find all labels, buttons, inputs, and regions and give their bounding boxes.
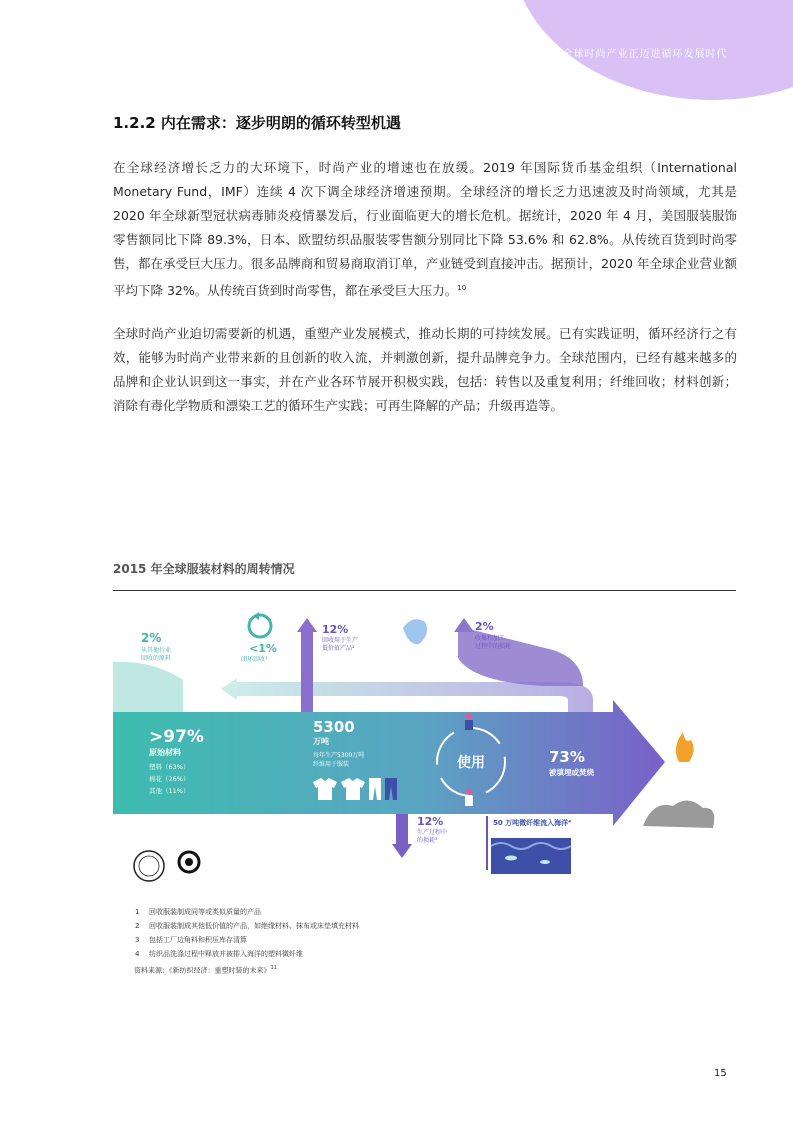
footnote-1-num: 1 [135,908,140,916]
virgin-breakdown-plastic: 塑料（63%） [149,763,190,771]
footnote-4-num: 4 [135,950,140,958]
recycle-loop-band [233,682,593,712]
material-flow-figure [113,600,736,904]
production-label-1: 每年生产5300万吨 [313,752,365,759]
footnote-3 [135,933,359,947]
page-number: 15 [714,1068,727,1079]
closed-loop-icon-arrow [253,612,259,620]
low-value-pct: 12% [322,623,349,636]
low-value-arrow-body [301,630,313,712]
footnote-2 [135,919,359,933]
person-icon-top-head [466,713,472,719]
footnote-4 [135,947,359,961]
other-industry-stream [113,662,183,712]
production-loss-arrow-head [392,844,412,858]
microfiber-label: 50 万吨微纤维流入海洋⁴ [493,819,572,827]
closed-loop-icon [249,615,271,637]
production-label-2: 纤维用于服装 [313,761,350,768]
collection-loss-label-2: 过程中的损耗 [475,643,512,650]
collection-loss-label-1: 收集和加工 [475,635,506,642]
footnote-3-num: 3 [135,936,140,944]
production-unit: 万吨 [313,737,329,746]
virgin-breakdown-other: 其他（11%） [149,787,190,795]
person-icon-top-body [465,720,473,730]
production-loss-arrow-body [396,814,408,844]
footnote-3-text: 包括工厂边角料和积压库存清算 [149,936,247,944]
footnote-1-text: 回收服装制成同等或类似质量的产品 [149,908,261,916]
footnote-2-text: 回收服装制成其他低价值的产品，如绝缘材料、抹布或床垫填充材料 [149,922,359,930]
fish-icon-1 [505,856,517,861]
trash-heap-icon [643,800,714,828]
low-value-arrow-head [297,618,317,632]
closed-loop-pct: <1% [249,642,277,655]
circular-fibres-logo-inner [139,856,159,876]
reference-10: 10 [457,284,467,292]
low-value-label-2: 低价值产品² [322,645,355,652]
fire-icon [676,732,694,762]
circular-fibres-logo [134,851,164,881]
virgin-label: 原始材料 [149,748,181,757]
footnote-4-text: 纺织品洗涤过程中释放并被排入海洋的塑料微纤维 [149,950,303,958]
production-loss-label-1: 生产过程中 [417,829,448,836]
person-icon-bottom-body [465,796,473,806]
ellen-macarthur-logo-inner [185,858,193,866]
low-value-label-1: 回收用于生产 [322,637,359,644]
figure-title: 2015 年全球服装材料的周转情况 [113,562,295,576]
production-amount: 5300 [313,718,355,736]
closed-loop-label: 闭环回收¹ [241,656,268,663]
running-header: 全球时尚产业正迈进循环发展时代 [562,49,728,60]
other-industry-label-1: 从其他行业 [141,647,172,654]
paragraph-2: 全球时尚产业迫切需要新的机遇，重塑产业发展模式，推动长期的可持续发展。已有实践证明，循环经济行之有效，能够为时尚产业带来新的且创新的收入流，并刺激创新，提升品牌竞争力。全球范围内，已经有越来越多的品牌和企业认识到这一事实，并在产业各环节展开积极实践，包括：转售以及重复利用；纤维回收；材料创新；消除有毒化学物质和漂染工艺的循环生产实践；可再生降解的产品；升级再造等。 [113,326,737,413]
figure-rule [113,590,736,591]
production-loss-label-2: 的损耗³ [417,837,438,844]
figure-source-text: 资料来源：《新纺织经济：重塑时装的未来》 [134,966,271,975]
landfill-pct: 73% [549,748,585,766]
figure-footnotes [135,905,359,977]
paragraph-1 [113,156,737,303]
loop-arrow-head [221,678,237,700]
paragraph-1-text: 在全球经济增长乏力的大环境下，时尚产业的增速也在放缓。2019 年国际货币基金组织（International Monetary Fund，IMF）连续 4 次下调全球经济增速预期。全球经济的增长乏力迅速波及时尚领域，尤其是 2020 年全球新型冠状病毒肺炎疫情暴发后，行业面临更大的增长危机。据统计，2020 年 4 月，美国服装服饰零售额同比下降 89.3%，日本、欧盟纺织品服装零售额分别同比下降 53.6% 和 62.8%。从传统百货到时尚零售，都在承受巨大压力。很多品牌商和贸易商取消订单，产业链受到直接冲击。据预计，2020 年全球企业营业额平均下降 32%。从传统百货到时尚零售，都在承受巨大压力。 [113,160,737,299]
other-industry-label-2: 回收的原料 [141,655,172,662]
virgin-breakdown-cotton: 棉花（26%） [149,775,190,783]
reference-11: 11 [270,965,277,971]
collection-loss-pct: 2% [475,620,494,633]
other-industry-pct: 2% [141,631,162,645]
fish-icon-2 [540,860,550,864]
footnote-2-num: 2 [135,922,140,930]
use-label: 使用 [457,755,485,771]
production-loss-pct: 12% [417,815,444,828]
virgin-pct: >97% [149,727,204,747]
collection-loss-arrow-head [454,618,474,632]
section-title: 1.2.2 内在需求：逐步明朗的循环转型机遇 [113,114,401,132]
landfill-label: 被填埋或焚烧 [549,768,594,777]
footnote-1 [135,905,359,919]
figure-source [134,961,359,977]
fabric-icon [403,619,427,644]
person-icon-bottom-head [466,789,472,795]
